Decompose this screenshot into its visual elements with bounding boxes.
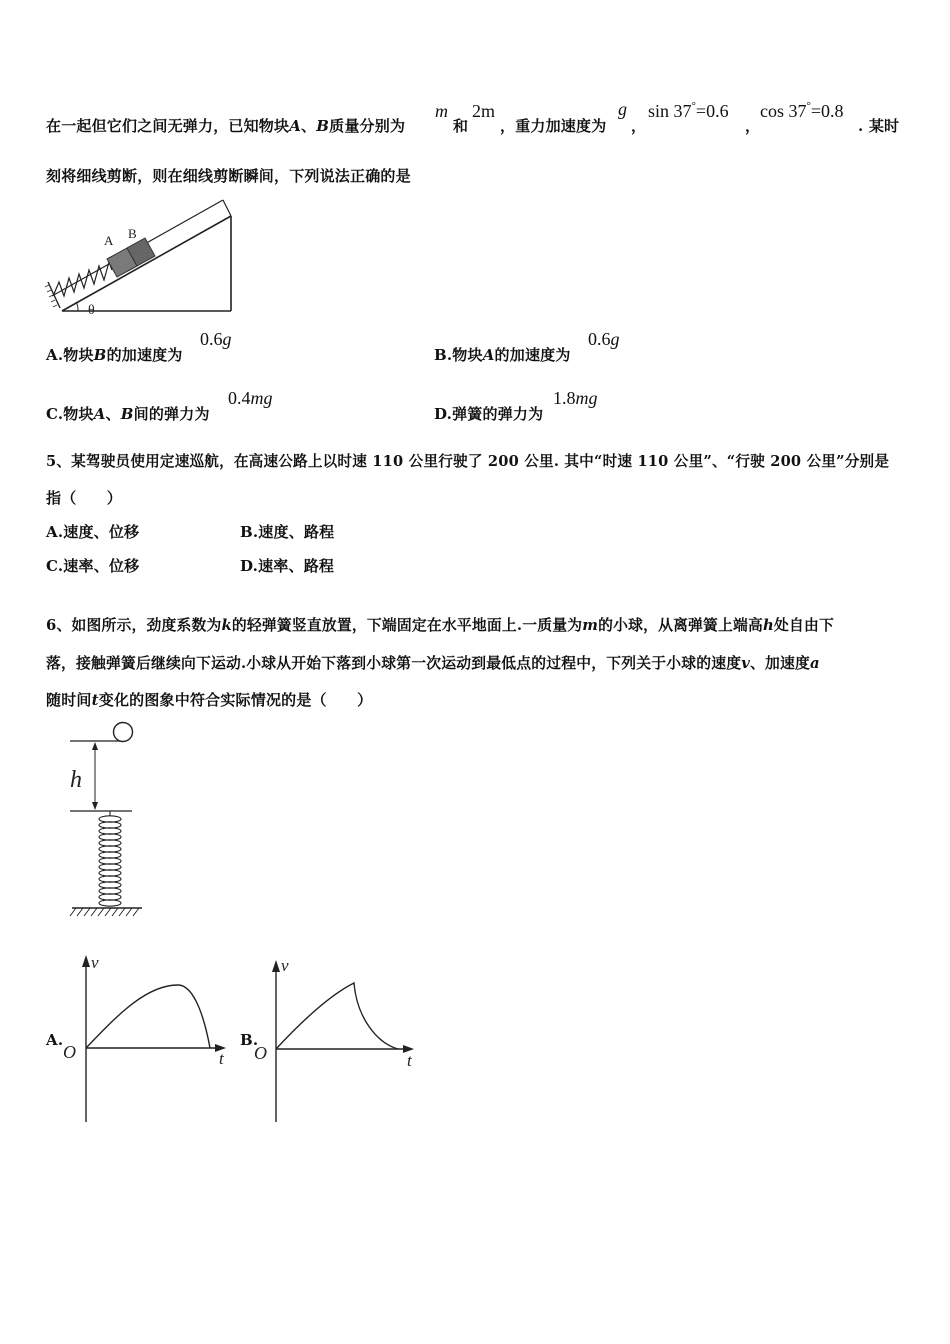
q4-option-d-value bbox=[553, 388, 598, 409]
angle-theta-label: θ bbox=[88, 303, 95, 318]
graph-b-curve bbox=[276, 983, 398, 1049]
spring-wall bbox=[48, 282, 60, 308]
q6-graph-b[interactable] bbox=[252, 953, 432, 1125]
q6-text: 、加速度 bbox=[750, 655, 811, 672]
option-label: D.弹簧的弹力为 bbox=[434, 405, 544, 423]
cos-text: cos 37 bbox=[760, 101, 807, 121]
block-a-label: A bbox=[104, 233, 114, 248]
q4-stem-gravity: ，重力加速度为 bbox=[500, 117, 607, 135]
incline-rail-end bbox=[223, 200, 231, 216]
var-h: h bbox=[763, 617, 775, 634]
degree-mark: ° bbox=[806, 100, 811, 112]
height-arrow-up bbox=[92, 742, 98, 750]
q5-option-d[interactable]: D.速率、路程 bbox=[240, 557, 335, 575]
sin-result: =0.6 bbox=[695, 101, 729, 121]
q6-stem-line2 bbox=[46, 652, 820, 673]
comma: ， bbox=[631, 117, 647, 135]
height-arrow-down bbox=[92, 802, 98, 810]
word-and: 和 bbox=[453, 117, 469, 135]
q5-stem-line2: 指（ ） bbox=[46, 489, 123, 507]
q4-option-c-value bbox=[228, 388, 273, 409]
value-number: 0.4 bbox=[228, 388, 251, 408]
value-unit: g bbox=[610, 329, 620, 349]
q5-option-a[interactable]: A.速度、位移 bbox=[46, 523, 140, 541]
option-text: 的加速度为 bbox=[106, 346, 183, 364]
q4-stem-text: 在一起但它们之间无弹力，已知物块 bbox=[46, 117, 290, 135]
q5-option-c[interactable]: C.速率、位移 bbox=[46, 557, 140, 575]
var-a: A bbox=[93, 405, 106, 423]
mass-2m-text: 2m bbox=[472, 101, 496, 121]
var-t: t bbox=[91, 691, 99, 709]
mass-2m bbox=[472, 101, 495, 122]
q6-graph-a[interactable] bbox=[60, 950, 240, 1125]
separator: 、 bbox=[301, 117, 317, 135]
incline-surface bbox=[62, 216, 231, 311]
graph-a-x-label: t bbox=[219, 1049, 224, 1068]
q6-text: 6、如图所示，劲度系数为 bbox=[46, 617, 222, 634]
incline-spring-figure bbox=[40, 190, 240, 320]
separator: 、 bbox=[105, 405, 121, 423]
mass-m: m bbox=[435, 101, 448, 121]
q6-text: 变化的图象中符合实际情况的是（ ） bbox=[98, 691, 373, 709]
graph-a-curve bbox=[86, 985, 210, 1048]
var-a: A bbox=[482, 346, 495, 364]
graph-b-y-label: v bbox=[281, 956, 289, 975]
option-label: A.物块 bbox=[46, 346, 94, 364]
graph-b-x-label: t bbox=[407, 1051, 412, 1070]
option-text: 间的弹力为 bbox=[133, 405, 210, 423]
q6-option-a-label[interactable]: A. bbox=[46, 1031, 64, 1049]
option-label: B.物块 bbox=[434, 346, 483, 364]
var-b: B bbox=[93, 346, 107, 364]
q6-text: 的轻弹簧竖直放置，下端固定在水平地面上.一质量为 bbox=[231, 617, 583, 634]
ground-hatch bbox=[70, 908, 139, 916]
q6-text: 落，接触弹簧后继续向下运动.小球从开始下落到小球第一次运动到最低点的过程中，下列关于小球的速度 bbox=[46, 655, 742, 672]
graph-b-y-arrow bbox=[272, 960, 280, 972]
q6-option-b-label[interactable]: B. bbox=[240, 1031, 259, 1049]
degree-mark: ° bbox=[691, 100, 696, 112]
var-v: v bbox=[741, 655, 751, 672]
q4-stem-tail: . 某时 bbox=[858, 117, 900, 135]
cos-value bbox=[760, 100, 844, 122]
graph-a-origin: O bbox=[63, 1042, 76, 1062]
value-unit: g bbox=[222, 329, 232, 349]
var-a: a bbox=[810, 655, 820, 672]
var-b: B bbox=[316, 117, 330, 135]
q4-option-d[interactable] bbox=[434, 403, 543, 424]
q4-stem-line2: 刻将细线剪断，则在细线剪断瞬间，下列说法正确的是 bbox=[46, 167, 411, 185]
value-unit: mg bbox=[250, 388, 273, 408]
var-b: B bbox=[120, 405, 134, 423]
sin-value bbox=[648, 100, 729, 122]
falling-ball-spring-figure bbox=[60, 715, 160, 925]
graph-b-origin: O bbox=[254, 1043, 267, 1063]
sin-text: sin 37 bbox=[648, 101, 692, 121]
height-label: h bbox=[70, 767, 82, 793]
angle-arc bbox=[76, 302, 78, 311]
value-number: 0.6 bbox=[588, 329, 611, 349]
q5-stem-line1: 5、某驾驶员使用定速巡航，在高速公路上以时速 110 公里行驶了 200 公里. 其中“时速 110 公里”、“行驶 200 公里”分别是 bbox=[46, 453, 890, 470]
var-m: m bbox=[582, 617, 599, 634]
q6-text: 随时间 bbox=[46, 691, 92, 709]
q4-stem-text: 质量分别为 bbox=[329, 117, 406, 135]
gravity-g: g bbox=[618, 99, 627, 119]
var-k: k bbox=[221, 617, 232, 634]
cos-result: =0.8 bbox=[810, 101, 844, 121]
ball bbox=[114, 723, 133, 742]
graph-a-y-label: v bbox=[91, 953, 99, 972]
q4-option-a[interactable] bbox=[46, 344, 183, 365]
q4-option-b[interactable] bbox=[434, 344, 571, 365]
q6-stem-line3 bbox=[46, 689, 372, 710]
value-number: 0.6 bbox=[200, 329, 223, 349]
q4-stem-line1 bbox=[46, 115, 405, 136]
q4-option-a-value bbox=[200, 329, 232, 350]
q5-option-b[interactable]: B.速度、路程 bbox=[240, 523, 335, 541]
q6-text: 的小球，从离弹簧上端高 bbox=[598, 617, 764, 634]
q6-stem-line1 bbox=[46, 614, 834, 635]
q4-option-c[interactable] bbox=[46, 403, 210, 424]
vertical-spring bbox=[99, 816, 121, 906]
option-label: C.物块 bbox=[46, 405, 94, 423]
graph-a-y-arrow bbox=[82, 955, 90, 967]
q6-text: 处自由下 bbox=[774, 617, 835, 634]
value-unit: mg bbox=[575, 388, 598, 408]
var-a: A bbox=[289, 117, 302, 135]
block-b-label: B bbox=[128, 226, 137, 241]
value-number: 1.8 bbox=[553, 388, 576, 408]
option-text: 的加速度为 bbox=[494, 346, 571, 364]
comma: ， bbox=[745, 117, 761, 135]
q4-option-b-value bbox=[588, 329, 620, 350]
